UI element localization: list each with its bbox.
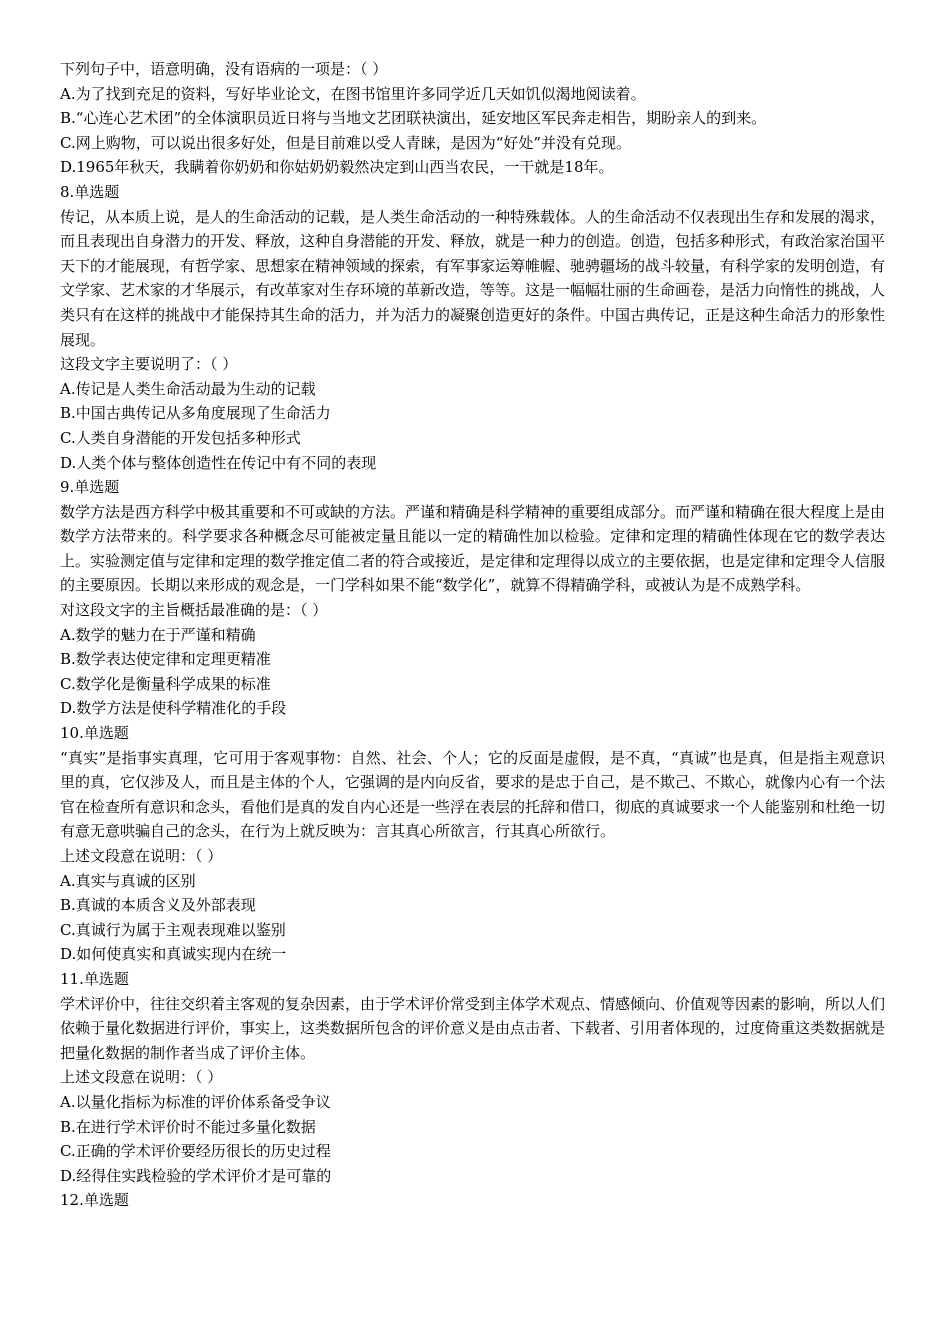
question-10-option-c: C.真诚行为属于主观表现难以鉴别 bbox=[60, 920, 286, 939]
question-8 bbox=[60, 180, 885, 475]
question-10-option-b: B.真诚的本质含义及外部表现 bbox=[60, 896, 256, 915]
question-9-heading: 9.单选题 bbox=[60, 478, 120, 497]
question-9-option-d: D.数学方法是使科学精准化的手段 bbox=[60, 699, 287, 718]
question-10-heading: 10.单选题 bbox=[60, 724, 129, 743]
question-8-heading: 8.单选题 bbox=[60, 182, 120, 201]
question-7-option-d: D.1965年秋天，我瞒着你奶奶和你姑奶奶毅然决定到山西当农民，一干就是18年。 bbox=[60, 158, 614, 177]
question-10-stem: 上述文段意在说明：（ ） bbox=[60, 847, 223, 865]
question-8-option-d: D.人类个体与整体创造性在传记中有不同的表现 bbox=[60, 453, 377, 472]
question-8-option-b: B.中国古典传记从多角度展现了生命活力 bbox=[60, 404, 331, 423]
question-list bbox=[60, 57, 885, 1213]
question-8-stem: 这段文字主要说明了：（ ） bbox=[60, 355, 238, 374]
question-12 bbox=[60, 1188, 885, 1213]
question-7-option-b: B.“心连心艺术团”的全体演职员近日将与当地文艺团联袂演出，延安地区军民奔走相告，期盼亲人的到来。 bbox=[60, 109, 767, 128]
question-7-option-c: C.网上购物，可以说出很多好处，但是目前难以受人青睐，是因为“好处”并没有兑现。 bbox=[60, 133, 632, 152]
question-11-option-c: C.正确的学术评价要经历很长的历史过程 bbox=[60, 1142, 331, 1161]
question-12-heading: 12.单选题 bbox=[60, 1191, 129, 1210]
question-7 bbox=[60, 57, 885, 180]
question-11-option-d: D.经得住实践检验的学术评价才是可靠的 bbox=[60, 1166, 332, 1185]
question-9-stem: 对这段文字的主旨概括最准确的是：（ ） bbox=[60, 601, 328, 620]
question-11 bbox=[60, 967, 885, 1188]
question-8-option-a: A.传记是人类生命活动最为生动的记载 bbox=[60, 379, 316, 398]
question-9 bbox=[60, 475, 885, 721]
question-11-passage: 学术评价中，往往交织着主客观的复杂因素，由于学术评价常受到主体学术观点、情感倾向、价值观等因素的影响，所以人们依赖于量化数据进行评价，事实上，这类数据所包含的评价意义是由点击者、下载者、引用者体现的，过度倚重这类数据就是把量化数据的制作者当成了评价主体。 bbox=[60, 994, 886, 1062]
question-9-passage: 数学方法是西方科学中极其重要和不可或缺的方法。严谨和精确是科学精神的重要组成部分。而严谨和精确在很大程度上是由数学方法带来的。科学要求各种概念尽可能被定量且能以一定的精确性加以检验。定律和定理的精确性体现在它的数学表达上。实验测定值与定律和定理的数学推定值二者的符合或接近，是定律和定理得以成立的主要依据，也是定律和定理令人信服的主要原因。长期以来形成的观念是，一门学科如果不能“数学化”，就算不得精确学科，或被认为是不成熟学科。 bbox=[60, 502, 886, 595]
question-7-stem: 下列句子中，语意明确，没有语病的一项是：（ ） bbox=[60, 60, 388, 78]
question-7-option-a: A.为了找到充足的资料，写好毕业论文，在图书馆里许多同学近几天如饥似渴地阅读着。 bbox=[60, 84, 646, 103]
question-8-passage: 传记，从本质上说，是人的生命活动的记载，是人类生命活动的一种特殊载体。人的生命活动不仅表现出生存和发展的渴求，而且表现出自身潜力的开发、释放，这种自身潜能的开发、释放，就是一种力的创造。创造，包括多种形式，有政治家治国平天下的才能展现，有哲学家、思想家在精神领域的探索，有军事家运筹帷幄、驰骋疆场的战斗较量，有科学家的发明创造，有文学家、艺术家的才华展示，有改革家对生存环境的革新改造，等等。这是一幅幅壮丽的生命画卷，是活力向惰性的挑战，人类只有在这样的挑战中才能保持其生命的活力，并为活力的凝聚创造更好的条件。中国古典传记，正是这种生命活力的形象性展现。 bbox=[60, 207, 886, 349]
question-10-option-a: A.真实与真诚的区别 bbox=[60, 871, 196, 890]
question-11-option-b: B.在进行学术评价时不能过多量化数据 bbox=[60, 1117, 316, 1136]
question-10-passage: “真实”是指事实真理，它可用于客观事物：自然、社会、个人；它的反面是虚假，是不真，“真诚”也是真，但是指主观意识里的真，它仅涉及人，而且是主体的个人，它强调的是内向反省，要求的是忠于自己，是不欺己、不欺心，就像内心有一个法官在检查所有意识和念头，看他们是真的发自内心还是一些浮在表层的托辞和借口，彻底的真诚要求一个人能鉴别和杜绝一切有意无意哄骗自己的念头，在行为上就反映为：言其真心所欲言，行其真心所欲行。 bbox=[60, 748, 886, 841]
question-11-stem: 上述文段意在说明：（ ） bbox=[60, 1068, 223, 1087]
question-9-option-c: C.数学化是衡量科学成果的标准 bbox=[60, 674, 271, 693]
question-8-option-c: C.人类自身潜能的开发包括多种形式 bbox=[60, 428, 301, 447]
question-9-option-a: A.数学的魅力在于严谨和精确 bbox=[60, 625, 256, 644]
question-10 bbox=[60, 721, 885, 967]
question-11-option-a: A.以量化指标为标准的评价体系备受争议 bbox=[60, 1092, 331, 1111]
question-9-option-b: B.数学表达使定律和定理更精准 bbox=[60, 650, 271, 669]
question-11-heading: 11.单选题 bbox=[60, 969, 129, 988]
question-10-option-d: D.如何使真实和真诚实现内在统一 bbox=[60, 945, 287, 964]
